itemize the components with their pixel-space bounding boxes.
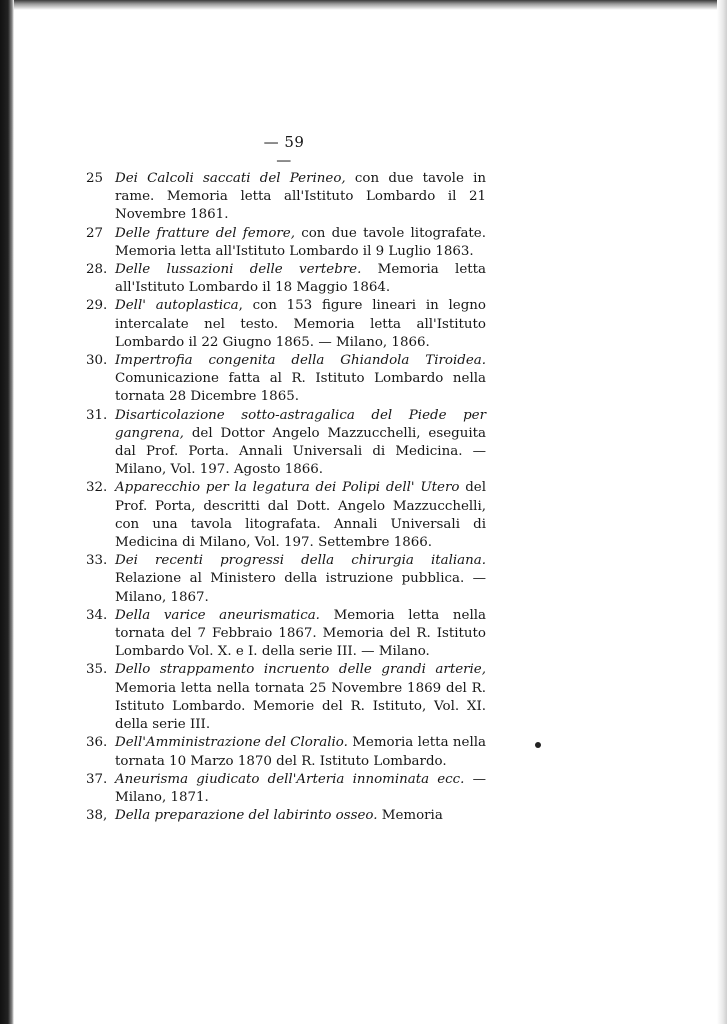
entry-number: 36. — [86, 735, 108, 751]
entry-text: — Milano, 1871. — [115, 771, 486, 805]
entry-number: 33. — [86, 553, 108, 569]
list-item — [86, 170, 486, 225]
entry-text: Memoria letta nella tornata 10 Marzo 1870 del R. Istituto Lombardo. — [115, 735, 486, 769]
ink-spot — [535, 742, 541, 748]
entry-text: Memoria letta nella tornata 25 Novembre 1869 del R. Istituto Lombardo. Memorie del R. Istituto, Vol. XI. della serie III. — [115, 680, 486, 733]
entry-number: 32. — [86, 480, 108, 496]
entry-text: del Prof. Porta, descritti dal Dott. Angelo Mazzucchelli, con una tavola litografata. Annali Universali di Medicina di Milano, Vol. 197. Settembre 1866. — [115, 480, 486, 551]
list-item — [86, 479, 486, 552]
list-item — [86, 352, 486, 407]
list-item — [86, 607, 486, 662]
bibliography-list — [86, 170, 486, 825]
entry-title: Impertrofia congenita della Ghiandola Tiroidea. — [115, 353, 486, 369]
entry-text: Memoria — [377, 808, 443, 824]
entry-title: Delle lussazioni delle vertebre. — [115, 262, 362, 278]
list-item — [86, 734, 486, 770]
scan-edge-left — [0, 0, 14, 1024]
entry-number: 37. — [86, 771, 108, 787]
entry-title: Disarticolazione sotto-astragalica del Piede per gangrena, — [115, 407, 486, 441]
entry-title: Dell'Amministrazione del Cloralio. — [115, 735, 348, 751]
list-item — [86, 771, 486, 807]
entry-title: Della varice aneurismatica. — [115, 607, 320, 623]
entry-title: Dello strappamento incruento delle grandi arterie, — [115, 662, 486, 678]
list-item — [86, 261, 486, 297]
entry-number: 31. — [86, 407, 108, 423]
entry-title: Dei recenti progressi della chirurgia italiana. — [115, 553, 486, 569]
scan-edge-right — [717, 0, 727, 1024]
entry-title: Delle fratture del femore, — [115, 225, 295, 241]
list-item — [86, 297, 486, 352]
entry-number: 29. — [86, 298, 108, 314]
entry-number: 28. — [86, 262, 108, 278]
entry-text: del Dottor Angelo Mazzucchelli, eseguita dal Prof. Porta. Annali Universali di Medicina. — Milano, Vol. 197. Agosto 1866. — [115, 425, 486, 478]
entry-title: Della preparazione del labirinto osseo. — [115, 808, 378, 824]
entry-title: Apparecchio per la legatura dei Polipi dell' Utero — [115, 480, 460, 496]
page-number: — 59 — — [263, 133, 305, 169]
scan-edge-top — [0, 0, 727, 10]
entry-number: 25 — [86, 171, 104, 186]
list-item — [86, 407, 486, 480]
entry-text: , con 153 figure lineari in legno intercalate nel testo. Memoria letta all'Istituto Lombardo il 22 Giugno 1865. — Milano, 1866. — [115, 298, 486, 350]
entry-text: con due tavole in rame. Memoria letta all'Istituto Lombardo il 21 Novembre 1861. — [115, 171, 486, 223]
entry-title: Aneurisma giudicato dell'Arteria innominata ecc. — [115, 771, 465, 787]
list-item — [86, 807, 486, 825]
entry-text: con due tavole litografate. Memoria letta all'Istituto Lombardo il 9 Luglio 1863. — [115, 225, 486, 259]
entry-text: Memoria letta all'Istituto Lombardo il 18 Maggio 1864. — [115, 262, 486, 296]
entry-number: 34. — [86, 607, 108, 623]
entry-number: 38, — [86, 808, 108, 824]
entry-number: 35. — [86, 662, 108, 678]
entry-number: 27 — [86, 225, 104, 241]
list-item — [86, 552, 486, 607]
entry-text: Comunicazione fatta al R. Istituto Lombardo nella tornata 28 Dicembre 1865. — [115, 371, 486, 405]
entry-number: 30. — [86, 353, 108, 369]
entry-title: Dei Calcoli saccati del Perineo, — [115, 171, 346, 186]
entry-text: Memoria letta nella tornata del 7 Febbraio 1867. Memoria del R. Istituto Lombardo Vol. X. e I. della serie III. — Milano. — [115, 607, 486, 660]
entry-text: Relazione al Ministero della istruzione pubblica. — Milano, 1867. — [115, 571, 486, 605]
list-item — [86, 225, 486, 261]
entry-title: Dell' autoplastica — [115, 298, 239, 314]
list-item — [86, 661, 486, 734]
